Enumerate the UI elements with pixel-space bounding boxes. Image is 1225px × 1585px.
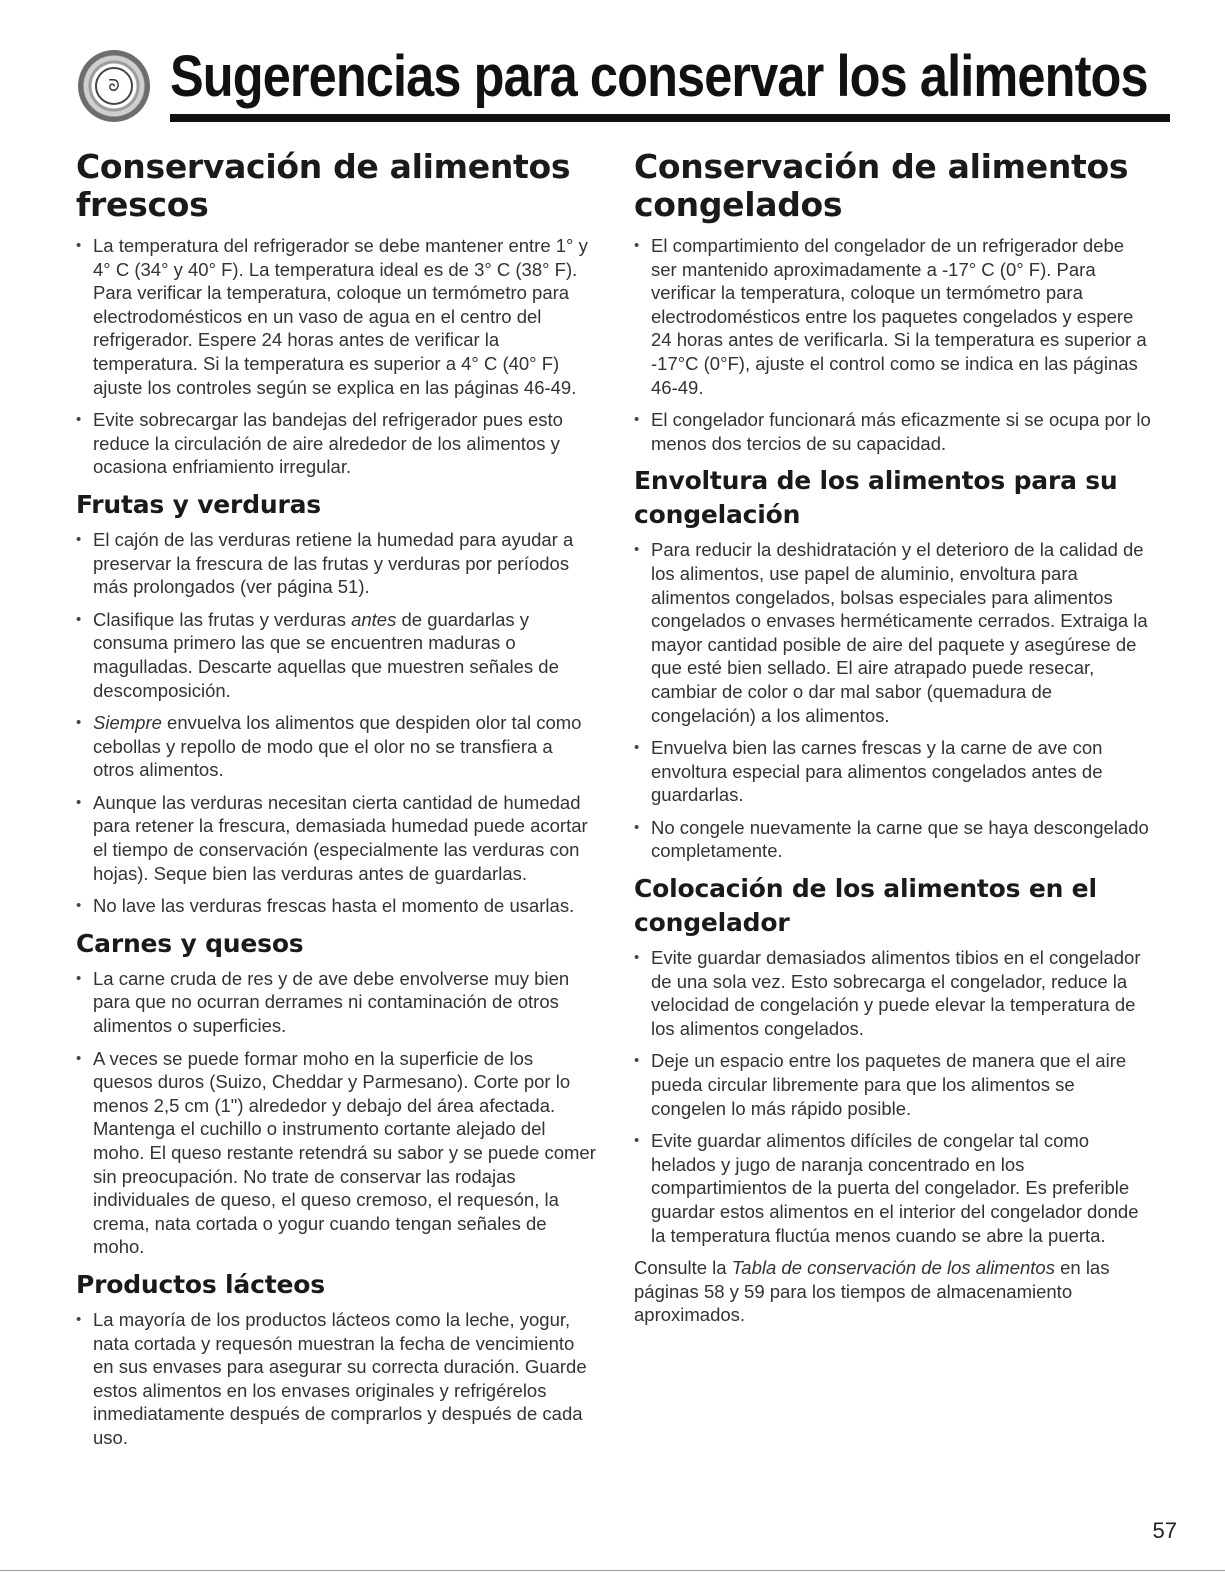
list-item: • La carne cruda de res y de ave debe envolverse muy bien para que no ocurran derrames ni contaminación de otros alimentos o superficies. xyxy=(76,967,596,1038)
subsection-title-fruits: Frutas y verduras xyxy=(76,489,321,519)
page-header xyxy=(78,44,1148,130)
list-item: • La mayoría de los productos lácteos como la leche, yogur, nata cortada y requesón muestran la fecha de vencimiento en sus envases para asegurar su correcta duración. Guarde estos alimentos en los envases originales y refrigérelos inmediatamente después de comprarlos y después de cada uso. xyxy=(76,1308,596,1450)
meats-list xyxy=(76,967,596,1259)
item-text: Clasifique las frutas y verduras xyxy=(93,608,352,630)
list-item: • El congelador funcionará más eficazmente si se ocupa por lo menos dos tercios de su capacidad. xyxy=(634,408,1154,455)
page-number: 57 xyxy=(1152,1518,1177,1543)
list-item: • Deje un espacio entre los paquetes de manera que el aire pueda circular libremente para que los alimentos se congelen lo más rápido posible. xyxy=(634,1049,1154,1120)
subsection-title-dairy: Productos lácteos xyxy=(76,1269,325,1299)
list-item: • La temperatura del refrigerador se debe mantener entre 1° y 4° C (34° y 40° F). La temperatura ideal es de 3° C (38° F). Para verificar la temperatura, coloque un termómetro para electrodomésticos en un vaso de agua en el centro del refrigerador. Espere 24 horas antes de verificar la temperatura. Si la temperatura es superior a 4° C (40° F) ajuste los controles según se explica en las páginas 46-49. xyxy=(76,234,596,399)
list-item: • Evite guardar demasiados alimentos tibios en el congelador de una sola vez. Esto sobrecarga el congelador, reduce la velocidad de congelación y puede elevar la temperatura de los alimentos congelados. xyxy=(634,946,1154,1040)
list-item: • No congele nuevamente la carne que se haya descongelado completamente. xyxy=(634,816,1154,863)
wrapping-list xyxy=(634,538,1154,863)
header-rule xyxy=(170,114,1170,122)
list-item xyxy=(76,608,596,702)
placement-list xyxy=(634,946,1154,1247)
page-title: Sugerencias para conservar los alimentos xyxy=(170,44,1148,109)
list-item: • Evite guardar alimentos difíciles de congelar tal como helados y jugo de naranja concentrado en los compartimientos de la puerta del congelador. Es preferible guardar estos alimentos en el interior del congelador donde la temperatura fluctúa menos cuando se abre la puerta. xyxy=(634,1129,1154,1247)
item-text: de guardarlas y consuma primero las que se encuentren maduras o magulladas. Descarte aquellas que muestren señales de descomposición. xyxy=(93,608,559,701)
frozen-intro-list xyxy=(634,234,1154,455)
food-storage-icon: ᘐ xyxy=(78,50,150,122)
list-item: • El cajón de las verduras retiene la humedad para ayudar a preservar la frescura de las frutas y verduras por períodos más prolongados (ver página 51). xyxy=(76,528,596,599)
note-text: en las páginas 58 y 59 para los tiempos de almacenamiento aproximados. xyxy=(634,1257,1110,1326)
note-emphasis: Tabla de conservación de los alimentos xyxy=(731,1257,1055,1279)
item-text: envuelva los alimentos que despiden olor tal como cebollas y repollo de modo que el olor no se transfiera a otros alimentos. xyxy=(93,712,582,781)
subsection-title-placement: Colocación de los alimentos en el congelador xyxy=(634,874,1097,938)
section-title-fresh: Conservación de alimentos frescos xyxy=(76,147,571,224)
item-emphasis: antes xyxy=(351,608,397,630)
list-item: • Para reducir la deshidratación y el deterioro de la calidad de los alimentos, use papel de aluminio, envoltura para alimentos congelados, bolsas especiales para alimentos congelados o envases herméticamente cerrados. Extraiga la mayor cantidad posible de aire del paquete y asegúrese de que esté bien sellado. El aire atrapado puede resecar, cambiar de color o dar mal sabor (quemadura de congelación) a los alimentos. xyxy=(634,538,1154,727)
subsection-title-meats: Carnes y quesos xyxy=(76,928,304,958)
section-title-frozen: Conservación de alimentos congelados xyxy=(634,147,1129,224)
left-column xyxy=(76,148,596,1459)
right-column xyxy=(634,148,1154,1327)
note-text: Consulte la xyxy=(634,1257,732,1279)
list-item: • A veces se puede formar moho en la superficie de los quesos duros (Suizo, Cheddar y Parmesano). Corte por lo menos 2,5 cm (1") alrededor y debajo del área afectada. Mantenga el cuchillo o instrumento cortante alejado del moho. El queso restante retendrá su sabor y se puede comer sin preocupación. No trate de conservar las rodajas individuales de queso, el queso cremoso, el requesón, la crema, nata cortada o yogur cuando tengan señales de moho. xyxy=(76,1047,596,1259)
fruits-list xyxy=(76,528,596,918)
fresh-intro-list xyxy=(76,234,596,479)
subsection-title-wrapping: Envoltura de los alimentos para su congelación xyxy=(634,466,1118,530)
list-item: • Evite sobrecargar las bandejas del refrigerador pues esto reduce la circulación de aire alrededor de los alimentos y ocasiona enfriamiento irregular. xyxy=(76,408,596,479)
storage-table-note xyxy=(634,1256,1154,1327)
list-item: • Aunque las verduras necesitan cierta cantidad de humedad para retener la frescura, demasiada humedad puede acortar el tiempo de conservación (especialmente las verduras con hojas). Seque bien las verduras antes de guardarlas. xyxy=(76,791,596,885)
list-item: • Envuelva bien las carnes frescas y la carne de ave con envoltura especial para alimentos congelados antes de guardarlas. xyxy=(634,736,1154,807)
dairy-list xyxy=(76,1308,596,1450)
item-emphasis: Siempre xyxy=(93,712,162,734)
list-item: • El compartimiento del congelador de un refrigerador debe ser mantenido aproximadamente a -17° C (0° F). Para verificar la temperatura, coloque un termómetro para electrodomésticos entre los paquetes congelados y espere 24 horas antes de verificarla. Si la temperatura es superior a -17°C (0°F), ajuste el control como se indica en las páginas 46-49. xyxy=(634,234,1154,399)
list-item: • No lave las verduras frescas hasta el momento de usarlas. xyxy=(76,894,596,918)
bottom-rule xyxy=(0,1570,1225,1571)
list-item xyxy=(76,711,596,782)
